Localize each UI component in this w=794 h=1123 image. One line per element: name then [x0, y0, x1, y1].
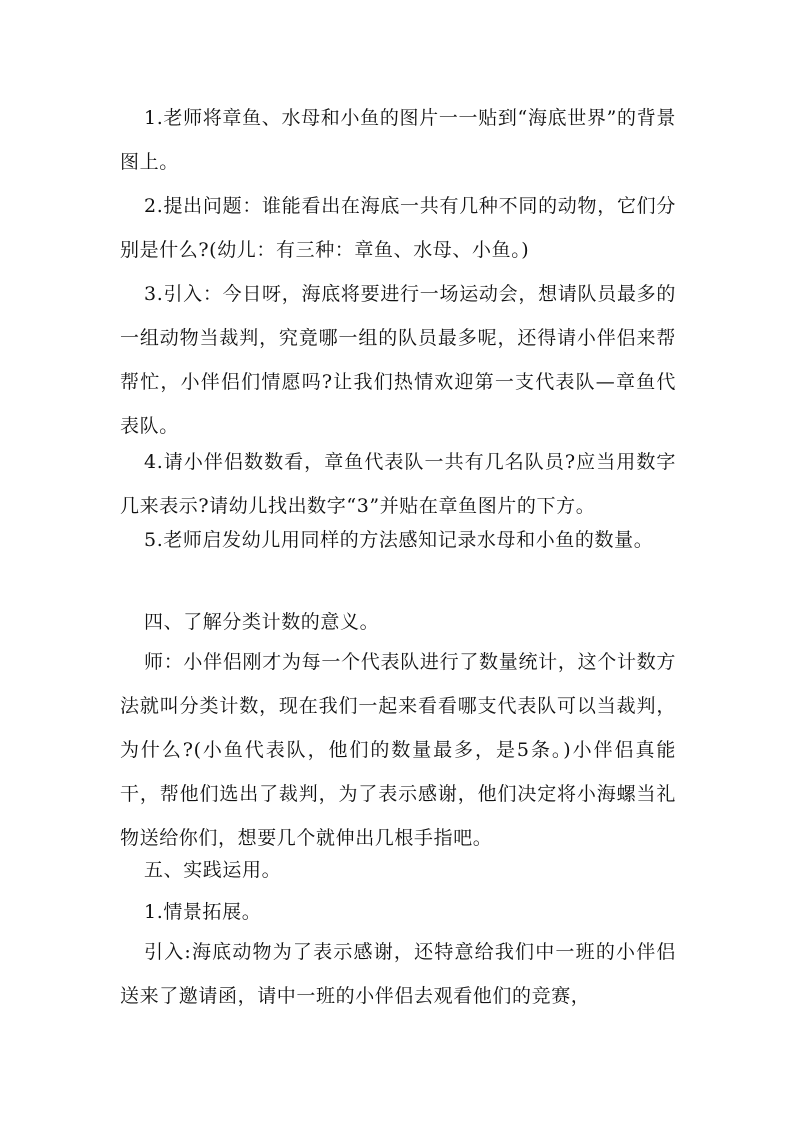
section-heading-five: 五、实践运用。 — [144, 859, 282, 881]
section-heading-four: 四、了解分类计数的意义。 — [144, 611, 380, 633]
paragraph-step-4: 4.请小伴侣数数看，章鱼代表队一共有几名队员?应当用数字几来表示?请幼儿找出数字“3”并贴在章鱼图片的下方。 — [120, 451, 676, 517]
paragraph-step-5: 5.老师启发幼儿用同样的方法感知记录水母和小鱼的数量。 — [144, 529, 654, 551]
paragraph-step-2: 2.提出问题：谁能看出在海底一共有几种不同的动物，它们分别是什么?(幼儿：有三种：章鱼、水母、小鱼。) — [120, 195, 676, 261]
paragraph-step-1: 1.老师将章鱼、水母和小鱼的图片一一贴到“海底世界”的背景图上。 — [120, 107, 676, 173]
paragraph-teacher: 师：小伴侣刚才为每一个代表队进行了数量统计，这个计数方法就叫分类计数，现在我们一起来看看哪支代表队可以当裁判，为什么?(小鱼代表队，他们的数量最多，是5条。)小伴侣真能干，帮他们选出了裁判，为了表示感谢，他们决定将小海螺当礼物送给你们，想要几个就伸出几根手指吧。 — [120, 651, 676, 849]
paragraph-scene-extension: 1.情景拓展。 — [144, 901, 262, 923]
paragraph-introduction: 引入:海底动物为了表示感谢，还特意给我们中一班的小伴侣送来了邀请函，请中一班的小伴侣去观看他们的竞赛， — [120, 941, 676, 1007]
paragraph-step-3: 3.引入：今日呀，海底将要进行一场运动会，想请队员最多的一组动物当裁判，究竟哪一组的队员最多呢，还得请小伴侣来帮帮忙，小伴侣们情愿吗?让我们热情欢迎第一支代表队—章鱼代表队。 — [120, 283, 676, 437]
